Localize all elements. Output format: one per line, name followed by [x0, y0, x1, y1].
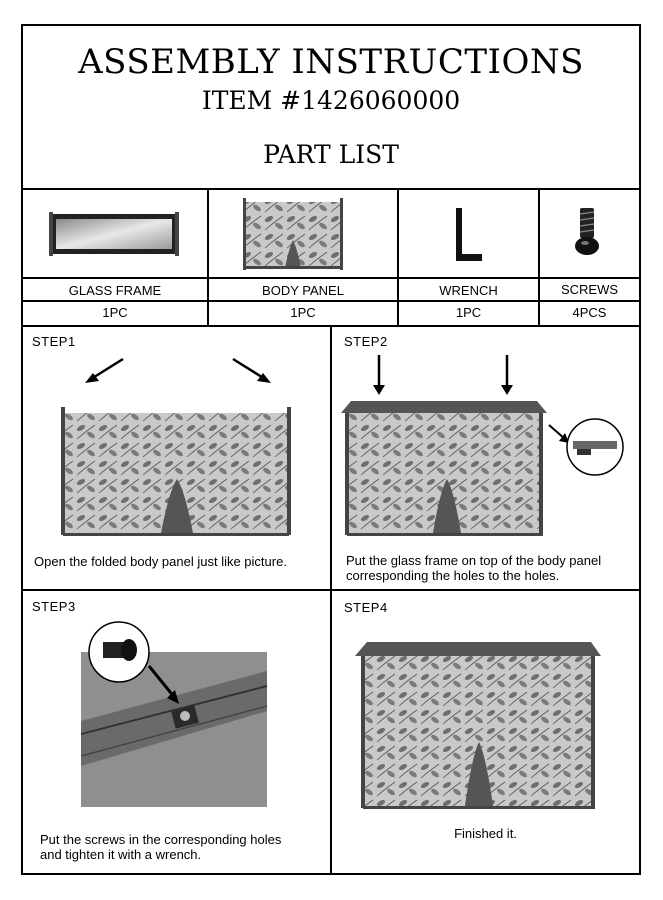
step3-caption-line2: and tighten it with a wrench. — [40, 847, 202, 862]
part-list-table — [23, 188, 639, 327]
part-list-heading: PART LIST — [263, 140, 399, 169]
step4-label: STEP4 — [344, 600, 388, 615]
body-panel-image — [241, 196, 345, 272]
step2-caption-line2: corresponding the holes to the holes. — [346, 568, 560, 583]
step2-label: STEP2 — [344, 334, 388, 349]
step3-caption — [40, 832, 281, 862]
step1-label: STEP1 — [32, 334, 76, 349]
part-name-glass-frame: GLASS FRAME — [68, 283, 162, 298]
glass-frame-image — [49, 210, 179, 258]
step2-caption — [346, 553, 601, 583]
instruction-sheet — [21, 24, 641, 875]
item-number: ITEM #1426060000 — [201, 86, 461, 115]
step4-image — [353, 636, 603, 811]
step1-image — [53, 351, 303, 541]
step3-image — [81, 616, 271, 811]
wrench-image — [448, 206, 488, 266]
part-name-body-panel: BODY PANEL — [262, 283, 344, 298]
part-qty-body-panel: 1PC — [290, 305, 316, 320]
step1-caption: Open the folded body panel just like picture. — [34, 554, 287, 569]
step3-label: STEP3 — [32, 599, 76, 614]
part-name-screws: SCREWS — [560, 282, 619, 297]
part-qty-wrench: 1PC — [455, 305, 482, 320]
step4-caption: Finished it. — [454, 826, 517, 841]
screw-image — [571, 206, 607, 258]
step2-caption-line1: Put the glass frame on top of the body panel — [346, 553, 602, 568]
part-qty-screws: 4PCS — [572, 305, 607, 320]
part-name-wrench: WRENCH — [439, 283, 498, 298]
document-title: ASSEMBLY INSTRUCTIONS — [78, 42, 584, 82]
step2-image — [337, 351, 627, 541]
header — [23, 26, 639, 190]
step3-caption-line1: Put the screws in the corresponding holes — [40, 832, 282, 847]
part-qty-glass-frame: 1PC — [102, 305, 128, 320]
